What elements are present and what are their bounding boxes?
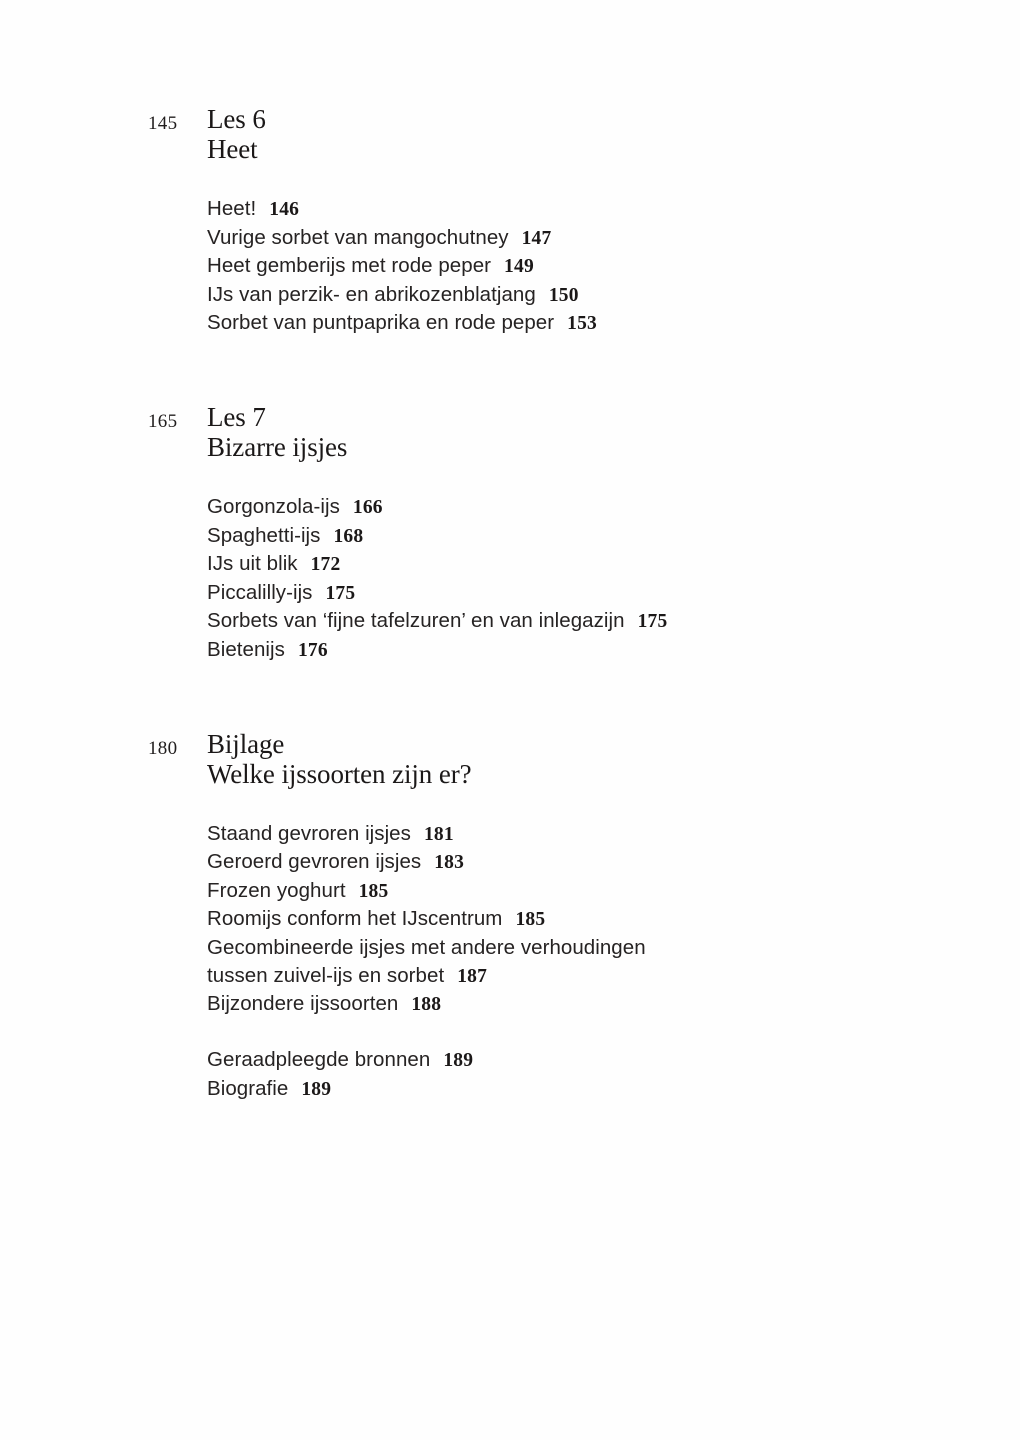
chapter-title: [207, 104, 1020, 164]
toc-chapter: [0, 402, 1020, 665]
toc-entry-page-number: 146: [269, 199, 300, 220]
chapter-entry-list: [207, 195, 1020, 338]
toc-entry-label: Heet!: [207, 197, 257, 220]
toc-entry-page-number: 149: [504, 256, 534, 278]
toc-entry[interactable]: [207, 820, 1020, 849]
toc-entry-page-number: 181: [423, 823, 454, 845]
toc-entry-page-number: 175: [325, 582, 356, 604]
toc-entry[interactable]: [207, 877, 1020, 906]
toc-entry-page-number: 175: [637, 611, 668, 633]
toc-entry[interactable]: [207, 636, 1020, 665]
toc-entry-label: Spaghetti-ijs: [207, 523, 321, 547]
toc-entry-label: Bietenijs: [207, 637, 285, 661]
toc-entry-label: Geraadpleegde bronnen: [207, 1048, 431, 1072]
toc-entry-label: IJs van perzik- en abrikozenblatjang: [207, 282, 536, 306]
toc-entry-continuation[interactable]: [207, 962, 1020, 991]
chapter-entry-list: [207, 493, 1020, 665]
toc-entry-page-number: 153: [567, 313, 597, 335]
chapter-title-line-1: Les 7: [207, 401, 266, 432]
chapter-title: [207, 729, 1020, 789]
toc-entry-label: tussen zuivel-ijs en sorbet: [207, 963, 445, 987]
chapter-heading: [0, 402, 1020, 466]
toc-entry-label: IJs uit blik: [207, 552, 298, 576]
chapter-title-line-2: Welke ijssoorten zijn er?: [207, 758, 472, 789]
toc-entry-page-number: 185: [515, 909, 546, 931]
toc-entry-page-number: 176: [297, 639, 328, 661]
toc-entry-label: Roomijs conform het IJscentrum: [207, 907, 503, 931]
toc-entry-label: Vurige sorbet van mangochutney: [207, 225, 509, 249]
toc-entry[interactable]: [207, 579, 1020, 608]
toc-entry-page-number: 147: [521, 227, 552, 249]
toc-entry[interactable]: [207, 195, 1020, 224]
toc-entry-page-number: 168: [333, 525, 364, 547]
chapter-title-line-1: Bijlage: [207, 728, 285, 759]
chapter-entry-list: [207, 820, 1020, 1104]
chapter-start-page-number: 165: [148, 410, 178, 432]
toc-entry-page-number: 185: [358, 880, 389, 902]
chapter-title-line-2: Heet: [207, 134, 258, 164]
toc-entry-label: Gorgonzola-ijs: [207, 494, 340, 518]
toc-entry-label: Piccalilly-ijs: [207, 580, 313, 604]
toc-entry[interactable]: [207, 252, 1020, 281]
toc-entry-label: Frozen yoghurt: [207, 878, 346, 902]
toc-entry-label: Bijzondere ijssoorten: [207, 992, 399, 1016]
toc-entry-label: Sorbets van ‘fijne tafelzuren’ en van inlegazijn: [207, 609, 625, 633]
toc-entry[interactable]: [207, 550, 1020, 579]
chapter-title-line-1: Les 6: [207, 104, 266, 134]
toc-entry[interactable]: [207, 607, 1020, 636]
toc-chapter: [0, 729, 1020, 1104]
toc-entry[interactable]: [207, 990, 1020, 1019]
toc-entry[interactable]: [207, 848, 1020, 877]
toc-chapter: [0, 104, 1020, 338]
toc-entry-page-number: 150: [548, 284, 579, 306]
toc-entry[interactable]: [207, 281, 1020, 310]
chapter-title: [207, 402, 1020, 462]
toc-entry[interactable]: [207, 224, 1020, 253]
toc-entry-label: Biografie: [207, 1076, 289, 1100]
toc-entry-label: Gecombineerde ijsjes met andere verhoudingen: [207, 935, 646, 959]
toc-entry-page-number: 187: [457, 965, 488, 987]
toc-entry-page-number: 172: [310, 554, 341, 576]
toc-entry-label: Heet gemberijs met rode peper: [207, 254, 492, 278]
toc-entry-page-number: 188: [411, 994, 442, 1016]
toc-entry-page-number: 189: [301, 1078, 332, 1100]
table-of-contents: [0, 104, 1020, 1103]
toc-entry-label: Sorbet van puntpaprika en rode peper: [207, 311, 555, 335]
chapter-heading: [0, 104, 1020, 168]
toc-entry[interactable]: [207, 905, 1020, 934]
chapter-heading: [0, 729, 1020, 793]
chapter-title-line-2: Bizarre ijsjes: [207, 431, 348, 462]
toc-entry-label: Geroerd gevroren ijsjes: [207, 850, 422, 874]
toc-entry[interactable]: [207, 309, 1020, 338]
toc-entry[interactable]: [207, 934, 1020, 962]
toc-entry[interactable]: [207, 493, 1020, 522]
toc-entry-page-number: 166: [352, 496, 383, 518]
chapter-start-page-number: 180: [148, 737, 178, 759]
toc-entry[interactable]: [207, 1046, 1020, 1075]
toc-entry-label: Staand gevroren ijsjes: [207, 821, 411, 845]
toc-entry-page-number: 189: [443, 1050, 474, 1072]
chapter-start-page-number: 145: [148, 113, 178, 134]
toc-entry[interactable]: [207, 522, 1020, 551]
toc-entry[interactable]: [207, 1075, 1020, 1104]
toc-entry-page-number: 183: [434, 852, 465, 874]
